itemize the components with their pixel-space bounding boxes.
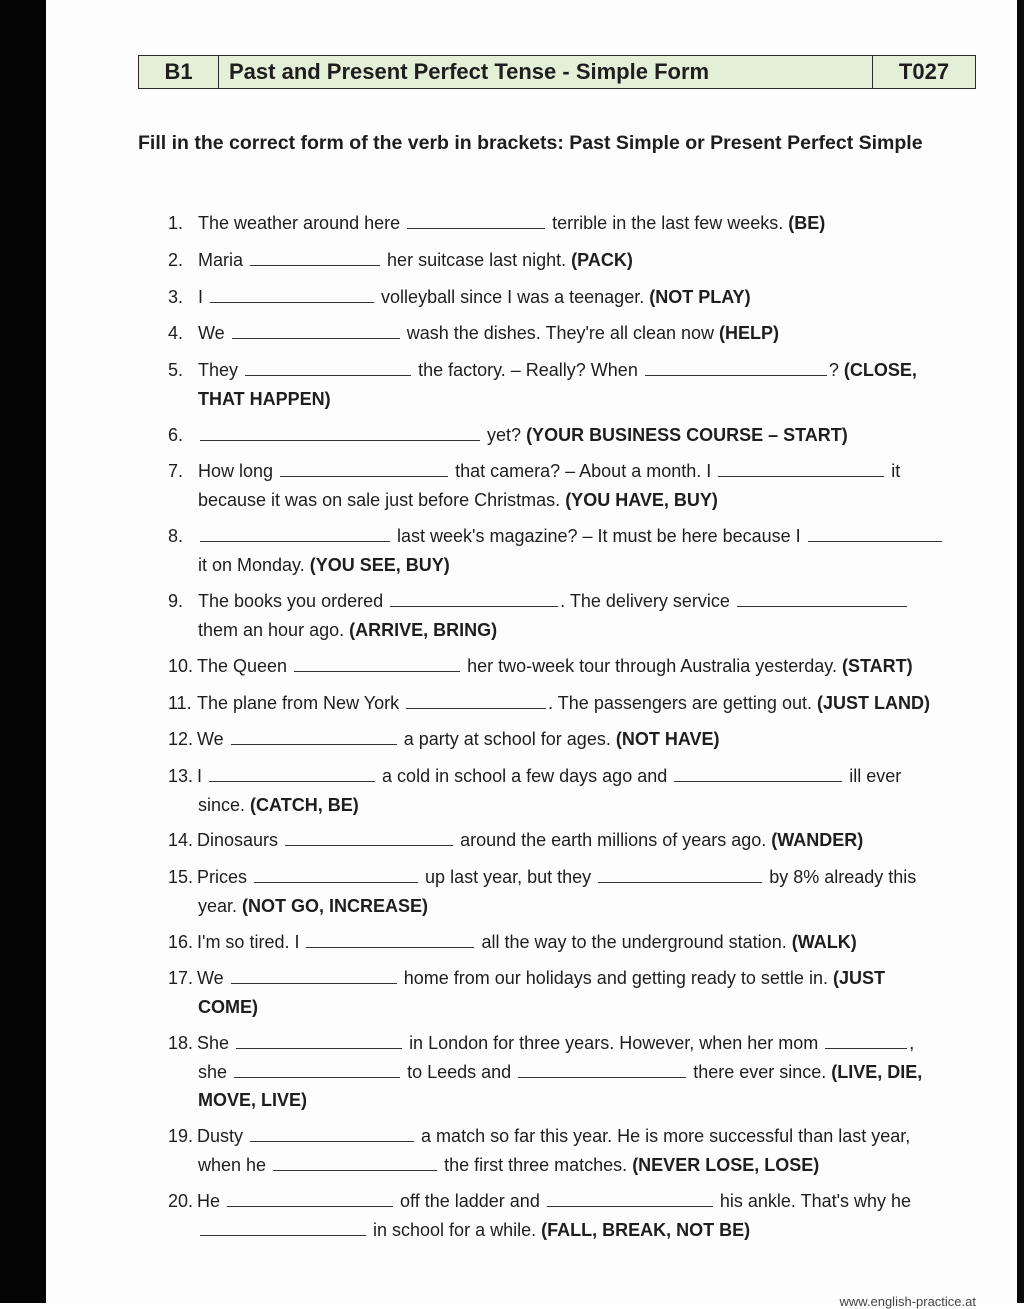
item-text: a party at school for ages. [403,729,611,749]
verb-cue: THAT HAPPEN) [198,388,331,409]
verb-cue: COME) [198,996,258,1017]
footer-url: www.english-practice.at [839,1294,976,1309]
item-number: 19. [168,1126,194,1146]
verb-cue: (CATCH, BE) [250,794,359,815]
exercise-item-4 [168,319,978,348]
left-dark-border [0,0,46,1303]
item-text: home from our holidays and getting ready to settle in. [403,968,828,988]
exercise-item-6 [168,421,978,450]
item-text: her suitcase last night. [387,250,567,270]
answer-blank[interactable] [306,929,474,948]
answer-blank[interactable] [718,458,884,477]
item-text: I'm so tired. I [197,932,300,952]
item-text: volleyball since I was a teenager. [381,287,645,307]
item-text: when he [198,1154,267,1175]
answer-blank[interactable] [547,1188,713,1207]
verb-cue: (YOU SEE, BUY) [309,554,450,575]
item-text: the first three matches. [444,1154,628,1175]
item-number: 6. [168,425,184,445]
item-text: she [198,1061,228,1082]
answer-blank[interactable] [674,763,842,782]
exercise-item-12 [168,725,978,754]
item-text: The plane from New York [197,693,400,713]
verb-cue: (JUST LAND) [816,693,930,713]
item-number: 11. [168,693,192,713]
item-text: Maria [198,250,244,270]
item-number: 8. [168,526,184,546]
worksheet-header [138,55,976,89]
item-text: a cold in school a few days ago and [382,766,668,786]
exercise-item-3 [168,283,978,312]
item-number: 16. [168,932,194,952]
verb-cue: (PACK) [571,250,633,270]
answer-blank[interactable] [231,965,397,984]
answer-blank[interactable] [200,523,390,542]
item-text: last week's magazine? – It must be here because I [397,526,801,546]
answer-blank[interactable] [209,763,375,782]
item-text: up last year, but they [425,867,592,887]
item-text: her two-week tour through Australia yesterday. [467,656,837,676]
item-text: . The delivery service [560,591,730,611]
answer-blank[interactable] [254,864,418,883]
answer-blank[interactable] [200,422,480,441]
item-text: The books you ordered [198,591,384,611]
exercise-item-15 [168,863,978,920]
item-number: 10. [168,656,194,676]
item-text: it on Monday. [198,554,305,575]
answer-blank[interactable] [407,210,545,229]
exercise-item-19 [168,1122,978,1179]
item-number: 15. [168,867,194,887]
answer-blank[interactable] [808,523,942,542]
verb-cue: (YOUR BUSINESS COURSE – START) [526,425,848,445]
code-cell: T027 [898,59,950,84]
exercise-item-11 [168,689,978,718]
item-text: The Queen [197,656,288,676]
answer-blank[interactable] [200,1217,366,1236]
item-number: 3. [168,287,184,307]
item-text: year. [198,895,238,916]
item-number: 1. [168,213,184,233]
exercise-item-10 [168,652,978,681]
answer-blank[interactable] [825,1030,907,1049]
item-number: 2. [168,250,184,270]
answer-blank[interactable] [250,247,380,266]
verb-cue: (WALK) [791,932,857,952]
item-number: 14. [168,830,194,850]
item-number: 12. [168,729,194,749]
right-dark-border [1017,0,1024,1303]
answer-blank[interactable] [232,320,400,339]
item-number: 7. [168,461,184,481]
item-text: wash the dishes. They're all clean now [406,323,714,343]
item-number: 20. [168,1191,194,1211]
verb-cue: (LIVE, DIE, [831,1061,923,1082]
answer-blank[interactable] [285,827,453,846]
answer-blank[interactable] [250,1123,414,1142]
item-text: Prices [197,867,248,887]
item-text: . The passengers are getting out. [548,693,812,713]
item-text: since. [198,794,246,815]
verb-cue: (WANDER) [771,830,864,850]
verb-cue: (NOT PLAY) [649,287,751,307]
answer-blank[interactable] [234,1059,400,1078]
verb-cue: (YOU HAVE, BUY) [565,489,718,510]
verb-cue: (START) [841,656,913,676]
item-text: that camera? – About a month. I [455,461,712,481]
item-number: 4. [168,323,184,343]
verb-cue: (NEVER LOSE, LOSE) [632,1154,820,1175]
item-text: We [197,968,224,988]
item-text: terrible in the last few weeks. [552,213,784,233]
verb-cue: (HELP) [719,323,780,343]
item-text: ? [828,360,839,380]
exercise-item-5 [168,356,978,413]
verb-cue: (FALL, BREAK, NOT BE) [541,1219,751,1240]
item-text: around the earth millions of years ago. [460,830,767,850]
item-text: , [909,1033,915,1053]
verb-cue: (NOT GO, INCREASE) [242,895,429,916]
item-text: off the ladder and [400,1191,540,1211]
item-text: his ankle. That's why he [719,1191,912,1211]
answer-blank[interactable] [227,1188,393,1207]
answer-blank[interactable] [598,864,762,883]
exercise-item-18 [168,1029,978,1115]
exercise-item-8 [168,522,978,579]
item-text: by 8% already this [769,867,917,887]
item-text: The weather around here [198,213,401,233]
answer-blank[interactable] [236,1030,402,1049]
exercise-item-17 [168,964,978,1021]
exercise-item-13 [168,762,978,819]
item-text: in school for a while. [373,1219,537,1240]
item-text: He [197,1191,221,1211]
answer-blank[interactable] [210,284,374,303]
item-text: to Leeds and [407,1061,512,1082]
verb-cue: (ARRIVE, BRING) [349,619,498,640]
item-text: ill ever [849,766,902,786]
exercise-item-20 [168,1187,978,1244]
item-text: yet? [487,425,522,445]
level-cell: B1 [139,56,219,88]
verb-cue: (CLOSE, [843,360,917,380]
item-text: I [197,766,203,786]
exercise-item-2 [168,246,978,275]
exercise-item-16 [168,928,978,957]
answer-blank[interactable] [294,653,460,672]
answer-blank[interactable] [231,726,397,745]
item-text: How long [198,461,274,481]
answer-blank[interactable] [406,690,546,709]
item-text: because it was on sale just before Christmas. [198,489,561,510]
item-number: 18. [168,1033,194,1053]
answer-blank[interactable] [737,588,907,607]
item-text: They [198,360,239,380]
item-text: them an hour ago. [198,619,345,640]
verb-cue: MOVE, LIVE) [198,1090,308,1110]
item-text: We [197,729,224,749]
answer-blank[interactable] [645,357,827,376]
item-text: in London for three years. However, when her mom [409,1033,819,1053]
exercise-item-7 [168,457,978,514]
item-number: 9. [168,591,184,611]
item-number: 17. [168,968,194,988]
item-text: Dusty [197,1126,244,1146]
exercise-item-14 [168,826,978,855]
answer-blank[interactable] [280,458,448,477]
instruction-text: Fill in the correct form of the verb in brackets: Past Simple or Present Perfect Simple [138,132,923,154]
verb-cue: (JUST [832,968,885,988]
item-text: I [198,287,204,307]
answer-blank[interactable] [390,588,558,607]
item-text: there ever since. [693,1061,827,1082]
item-text: We [198,323,225,343]
item-text: it [891,461,901,481]
verb-cue: (NOT HAVE) [615,729,720,749]
item-text: a match so far this year. He is more successful than last year, [421,1126,911,1146]
item-number: 13. [168,766,194,786]
title-cell: Past and Present Perfect Tense - Simple Form [219,56,873,88]
answer-blank[interactable] [518,1059,686,1078]
item-number: 5. [168,360,184,380]
item-text: all the way to the underground station. [481,932,787,952]
answer-blank[interactable] [273,1152,437,1171]
item-text: the factory. – Really? When [418,360,638,380]
answer-blank[interactable] [245,357,411,376]
exercise-item-1 [168,209,978,238]
exercise-item-9 [168,587,978,644]
verb-cue: (BE) [788,213,826,233]
item-text: She [197,1033,230,1053]
item-text: Dinosaurs [197,830,279,850]
